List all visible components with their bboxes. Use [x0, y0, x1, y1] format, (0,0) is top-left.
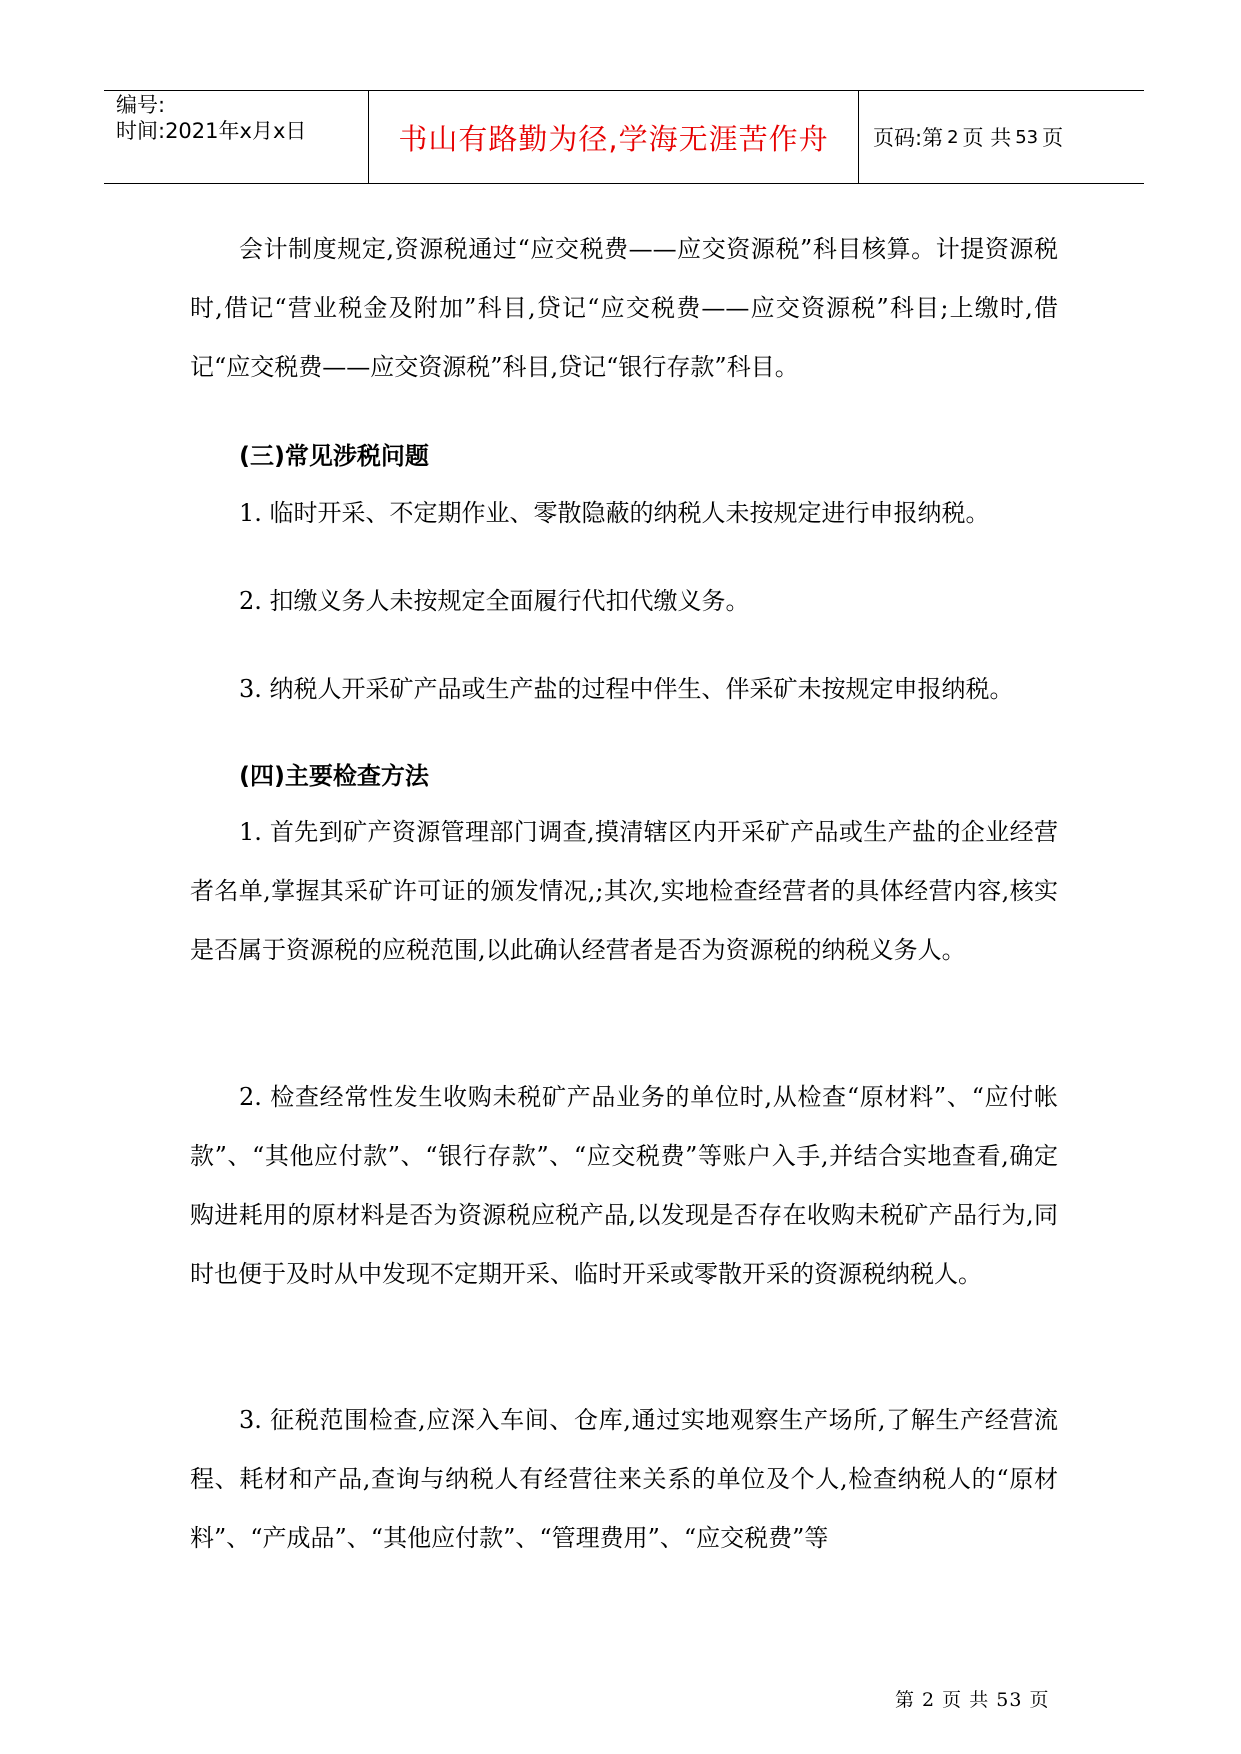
header-motto: 书山有路勤为径,学海无涯苦作舟 — [398, 121, 829, 156]
list-item-issue-1: 1. 临时开采、不定期作业、零散隐蔽的纳税人未按规定进行申报纳税。 — [239, 499, 990, 527]
section-heading-common-issues: (三)常见涉税问题 — [239, 442, 429, 470]
header-page-prefix: 页码:第 — [873, 126, 944, 150]
section-heading-inspection-methods: (四)主要检查方法 — [239, 762, 429, 790]
header-page-mid: 页 共 — [962, 126, 1012, 150]
list-item-method-2: 2. 检查经常性发生收购未税矿产品业务的单位时,从检查“原材料”、“应付帐款”、“其他应付款”、“银行存款”、“应交税费”等账户入手,并结合实地查看,确定购进耗用的原材料是否为资源税应税产品,以发现是否存在收购未税矿产品行为,同时也便于及时从中发现不定期开采、临时开采或零散开采的资源税纳税人。 — [190, 1083, 1058, 1288]
header-page-suffix: 页 — [1042, 126, 1064, 150]
document-number-label: 编号: — [116, 93, 166, 117]
header-page-current: 2 — [947, 126, 959, 148]
header-page-cell — [859, 91, 1144, 183]
header-meta-cell — [104, 91, 369, 183]
list-item-method-3: 3. 征税范围检查,应深入车间、仓库,通过实地观察生产场所,了解生产经营流程、耗材和产品,查询与纳税人有经营往来关系的单位及个人,检查纳税人的“原材料”、“产成品”、“其他应付款”、“管理费用”、“应交税费”等 — [190, 1406, 1058, 1552]
header-motto-cell — [369, 91, 859, 183]
list-item-issue-2: 2. 扣缴义务人未按规定全面履行代扣代缴义务。 — [239, 587, 750, 615]
list-item-issue-3: 3. 纳税人开采矿产品或生产盐的过程中伴生、伴采矿未按规定申报纳税。 — [239, 675, 1014, 703]
document-time-label: 时间:2021年x月x日 — [116, 119, 307, 143]
header-page-total: 53 — [1015, 126, 1039, 148]
document-header — [104, 90, 1144, 184]
paragraph-accounting-rule: 会计制度规定,资源税通过“应交税费——应交资源税”科目核算。计提资源税时,借记“营业税金及附加”科目,贷记“应交税费——应交资源税”科目;上缴时,借记“应交税费——应交资源税”科目,贷记“银行存款”科目。 — [190, 235, 1058, 381]
page-footer: 第 2 页 共 53 页 — [895, 1689, 1050, 1711]
list-item-method-1: 1. 首先到矿产资源管理部门调查,摸清辖区内开采矿产品或生产盐的企业经营者名单,掌握其采矿许可证的颁发情况,;其次,实地检查经营者的具体经营内容,核实是否属于资源税的应税范围,以此确认经营者是否为资源税的纳税义务人。 — [190, 818, 1058, 964]
